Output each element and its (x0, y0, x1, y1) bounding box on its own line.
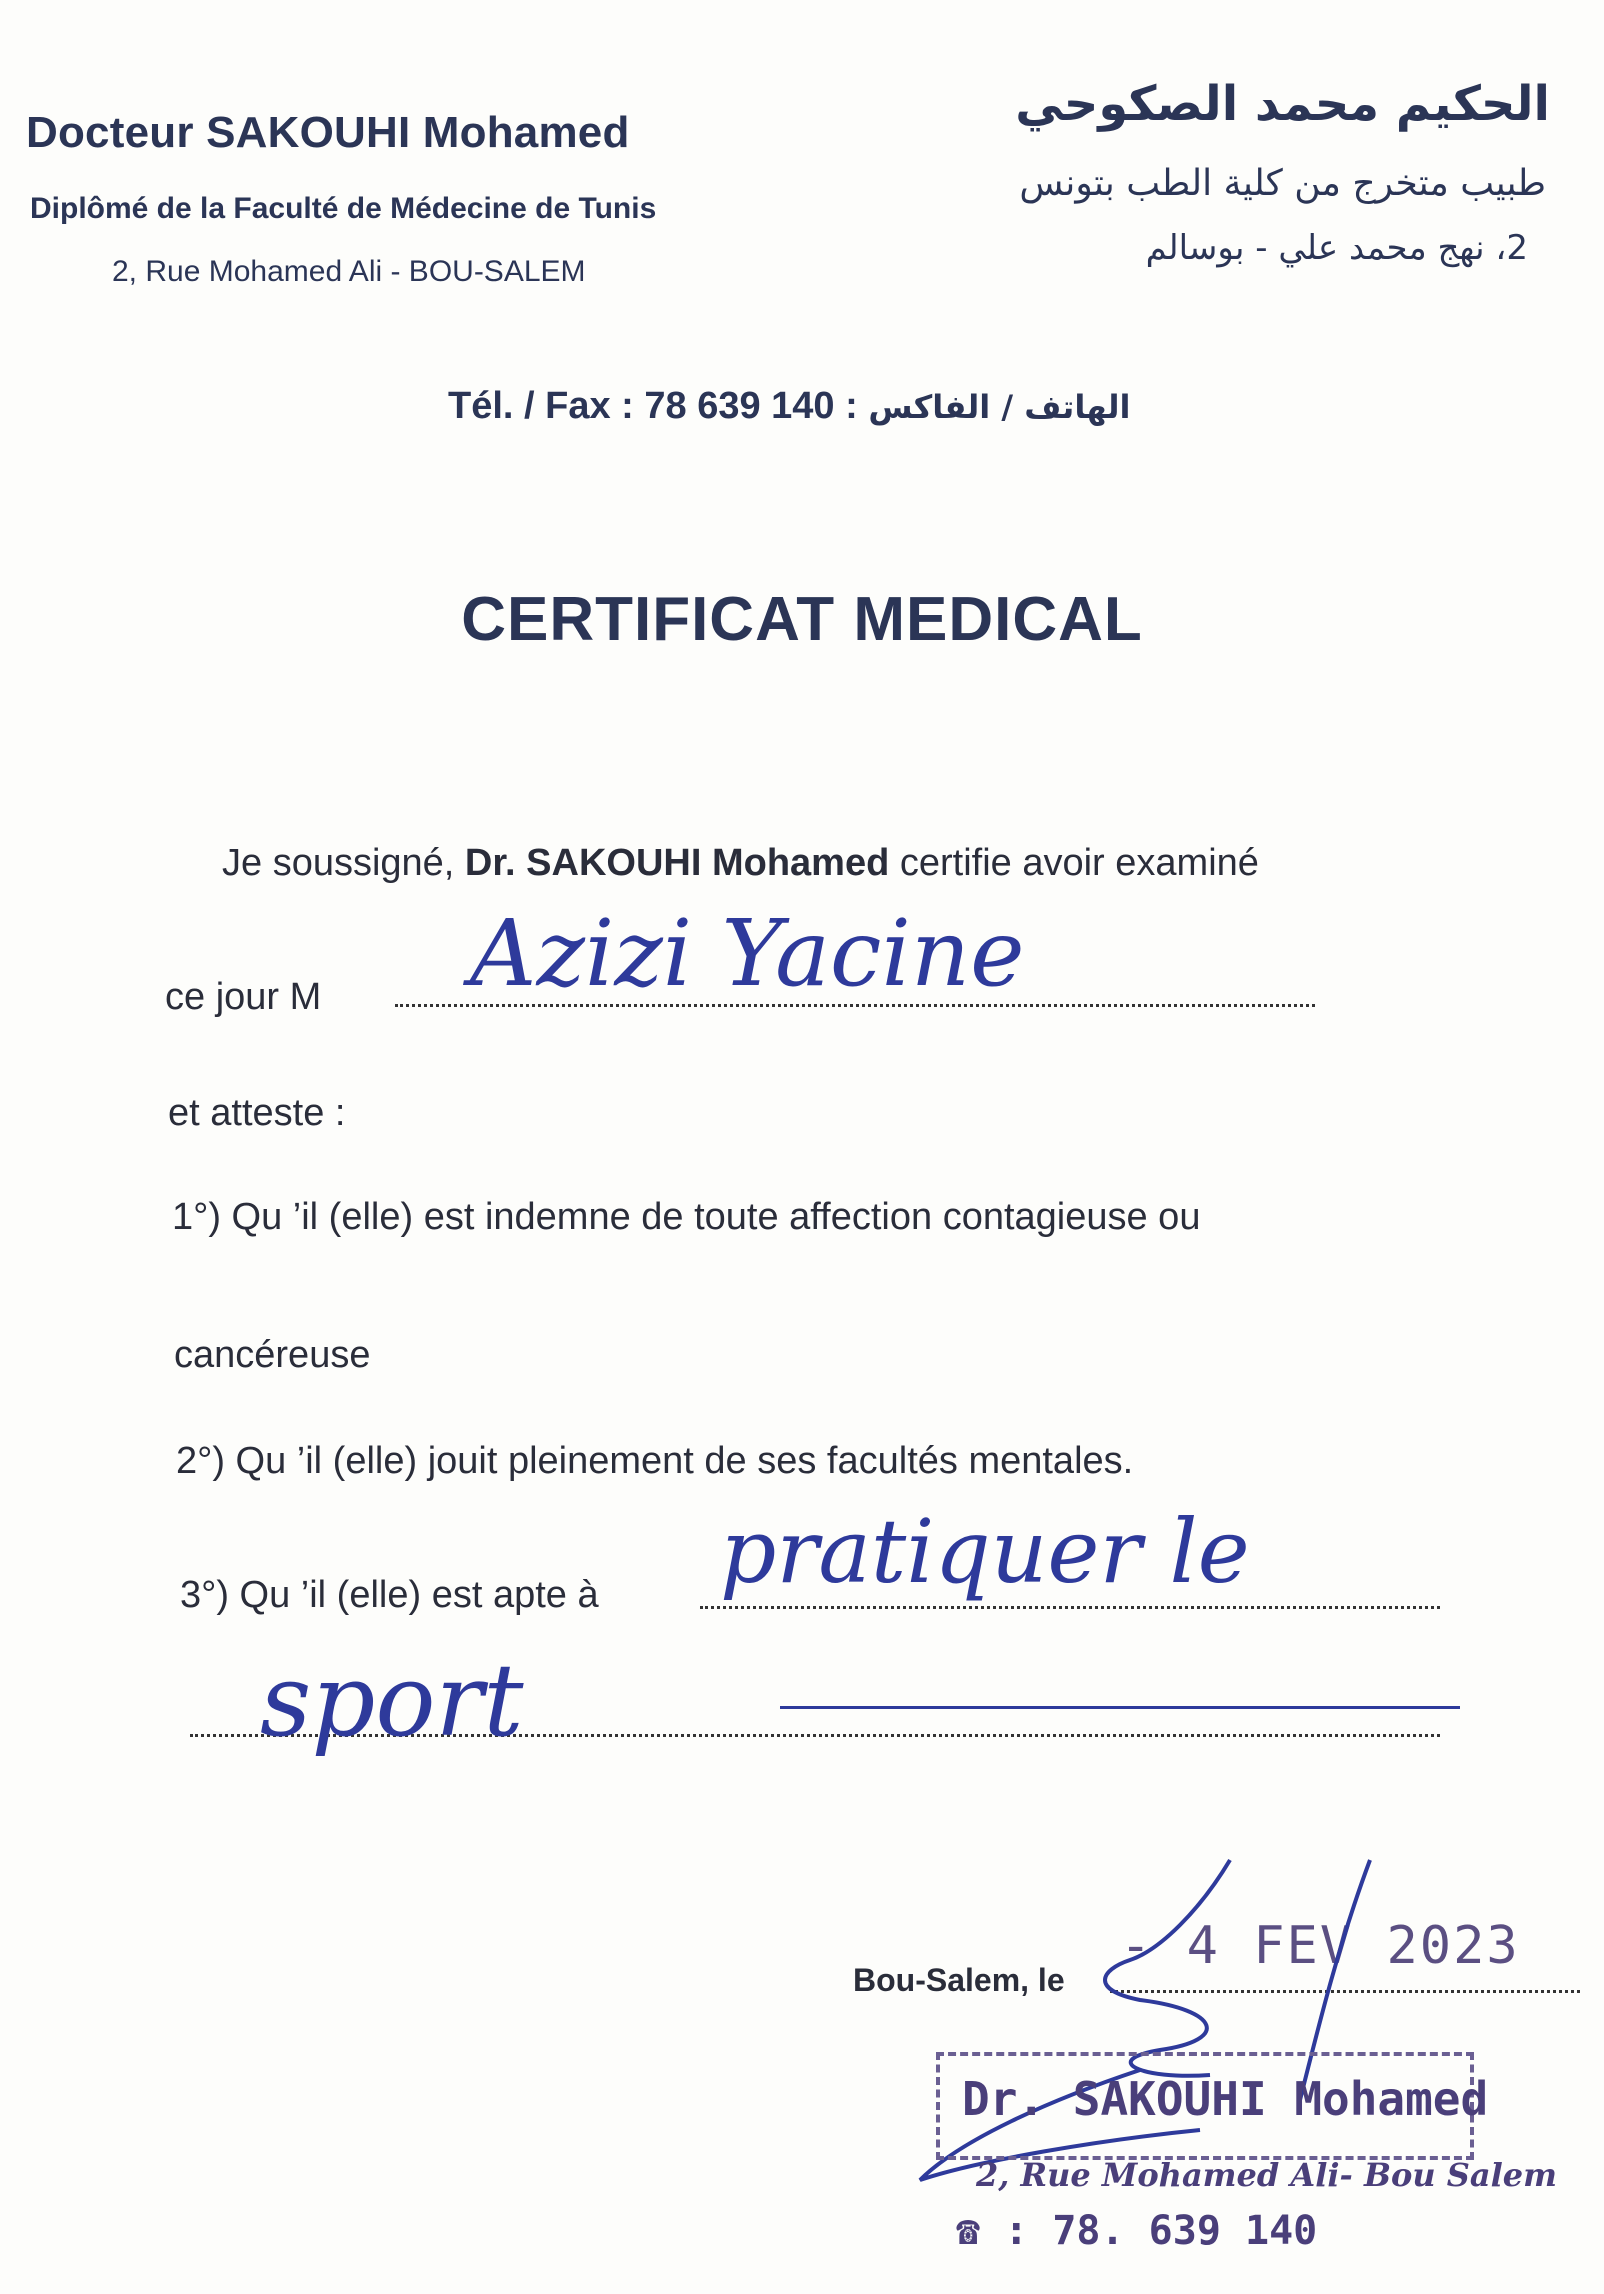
diploma-fr: Diplômé de la Faculté de Médecine de Tunis (30, 192, 657, 225)
contact-line (448, 385, 1130, 428)
stamp-line-2: 2, Rue Mohamed Ali- Bou Salem (976, 2156, 1557, 2194)
doctor-stamp (936, 2032, 1557, 2258)
line1-suffix: certifie avoir examiné (889, 842, 1259, 884)
tel-fax-fr: Tél. / Fax : 78 639 140 : (448, 385, 858, 427)
stamp-line-3 (956, 2208, 1317, 2254)
activity-handwritten-2: sport (260, 1642, 524, 1759)
item-2: 2°) Qu ’il (elle) jouit pleinement de ses facultés mentales. (176, 1440, 1134, 1482)
item-3: 3°) Qu ’il (elle) est apte à (180, 1574, 599, 1616)
diploma-ar: طبيب متخرج من كلية الطب بتونس (1019, 163, 1546, 204)
patient-name-handwritten: Azizi Yacine (470, 900, 1025, 1007)
line1-doctor: Dr. SAKOUHI Mohamed (464, 842, 890, 884)
place-label: Bou-Salem, le (853, 1962, 1065, 1998)
attest-line: et atteste : (168, 1092, 346, 1134)
certification-line (222, 842, 1259, 885)
line1-prefix: Je soussigné, (222, 842, 465, 884)
item-3-dotted-line (700, 1606, 1440, 1609)
doctor-name-fr: Docteur SAKOUHI Mohamed (26, 108, 630, 157)
address-ar: 2، نهج محمد علي - بوسالم (1145, 228, 1528, 268)
line2-prefix: ce jour M (165, 976, 322, 1018)
tel-fax-ar: الهاتف / الفاكس (868, 388, 1131, 426)
doctor-name-ar: الحكيم محمد الصكوحي (1015, 76, 1550, 132)
date-stamp: - 4 FEV 2023 (1120, 1916, 1520, 1976)
stamp-phone: : 78. 639 140 (1004, 2208, 1318, 2254)
patient-line (165, 976, 321, 1019)
activity-handwritten-1: pratiquer le (720, 1500, 1250, 1603)
stamp-line-1: Dr. SAKOUHI Mohamed (962, 2072, 1489, 2126)
document-title: CERTIFICAT MEDICAL (461, 585, 1143, 654)
handwritten-underline (780, 1706, 1460, 1709)
item-1: 1°) Qu ’il (elle) est indemne de toute affection contagieuse ou (172, 1196, 1201, 1238)
address-fr: 2, Rue Mohamed Ali - BOU-SALEM (112, 255, 586, 288)
item-1-continued: cancéreuse (174, 1334, 371, 1376)
phone-icon: ☎ (956, 2208, 981, 2254)
